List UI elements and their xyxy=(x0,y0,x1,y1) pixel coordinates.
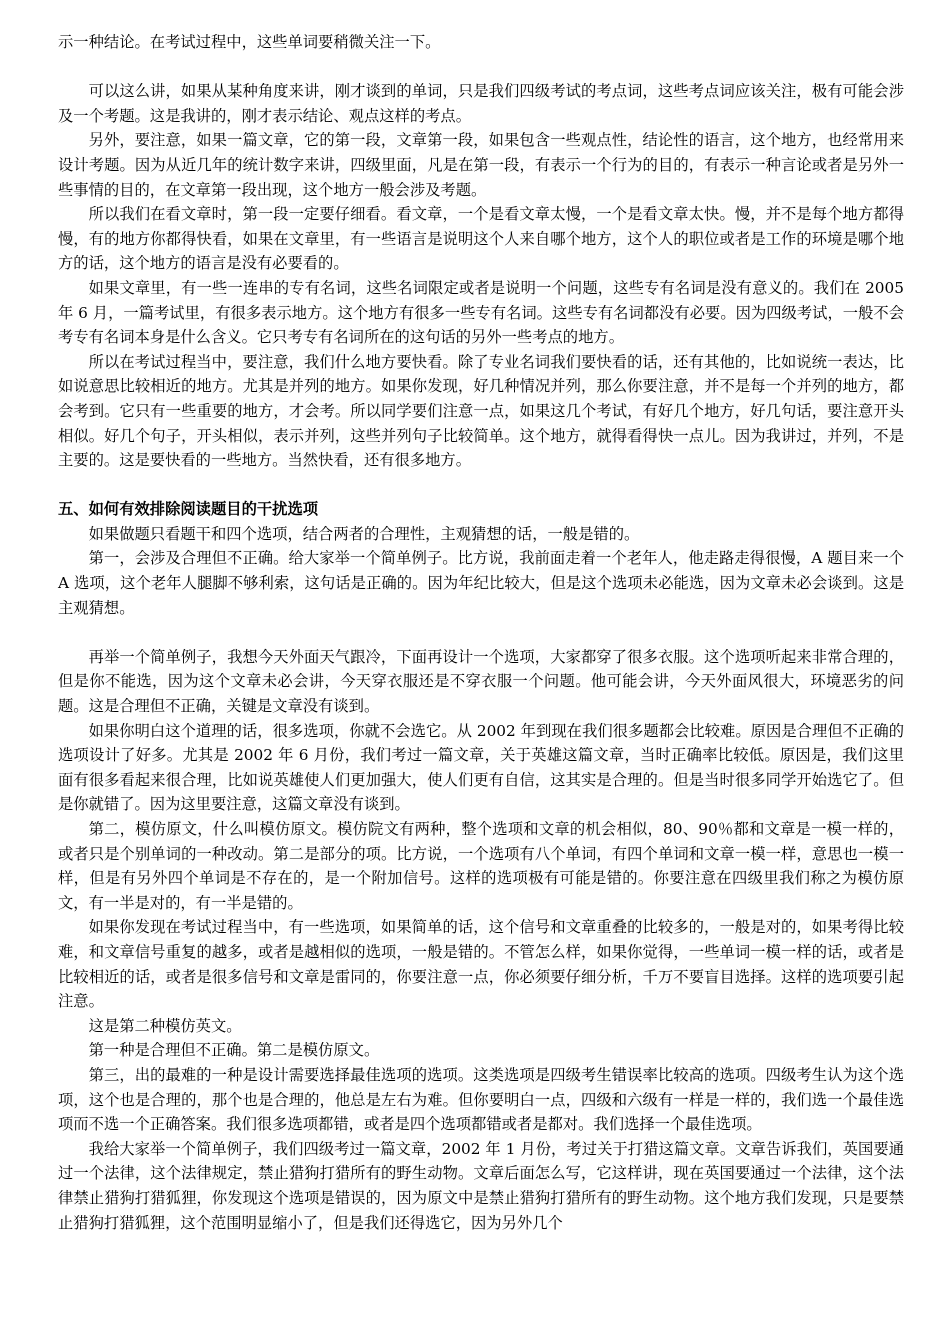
paragraph-11: 第二，模仿原文，什么叫模仿原文。模仿院文有两种，整个选项和文章的机会相似，80、90％都和文章是一模一样的，或者只是个别单词的一种改动。第二是部分的项。比方说，一个选项有八个单词，有四个单词和文章一模一样，意思也一模一样，但是有另外四个单词是不存在的，是一个附加信号。这样的选项极有可能是错的。你要注意在四级里我们称之为模仿原文，有一半是对的，有一半是错的。 xyxy=(58,820,904,912)
paragraph-6: 所以在考试过程当中，要注意，我们什么地方要快看。除了专业名词我们要快看的话，还有其他的，比如说统一表达，比如说意思比较相近的地方。尤其是并列的地方。如果你发现，好几种情况并列，那么你要注意，并不是每一个并列的地方，都会考到。它只有一些重要的地方，才会考。所以同学要们注意一点，如果这几个考试，有好几个地方，好几句话，要注意开头相似。好几个句子，开头相似，表示并列，这些并列句子比较简单。这个地方，就得看得快一点儿。因为我讲过，并列，不是主要的。这是要快看的一些地方。当然快看，还有很多地方。 xyxy=(58,352,904,470)
section-heading: 五、如何有效排除阅读题目的干扰选项 xyxy=(58,500,319,519)
paragraph-8: 第一，会涉及合理但不正确。给大家举一个简单例子。比方说，我前面走着一个老年人，他走路走得很慢，A 题目来一个 A 选项，这个老年人腿脚不够利索，这句话是正确的。因为年纪比较大，但是这个选项未必能选，因为文章未必会谈到。这是主观猜想。 xyxy=(58,549,904,617)
blank-line xyxy=(58,55,904,80)
paragraph-12: 如果你发现在考试过程当中，有一些选项，如果简单的话，这个信号和文章重叠的比较多的，一般是对的，如果考得比较难，和文章信号重复的越多，或者是越相似的选项，一般是错的。不管怎么样，如果你觉得，一些单词一模一样的话，或者是比较相近的话，或者是很多信号和文章是雷同的，你要注意一点，你必须要仔细分析，千万不要盲目选择。这样的选项要引起注意。 xyxy=(58,918,904,1011)
document-page xyxy=(58,30,904,1235)
blank-line xyxy=(58,620,904,645)
blank-line xyxy=(58,473,904,498)
paragraph-5: 如果文章里，有一些一连串的专有名词，这些名词限定或者是说明一个问题，这些专有名词是没有意义的。我们在 2005 年 6 月，一篇考试里，有很多表示地方。这个地方有很多一些专有名词。这些专有名词都没有必要。因为四级考试，一般不会考专有名词本身是什么含义。它只考专有名词所在的这句话的另外一些考点的地方。 xyxy=(58,278,904,347)
paragraph-10: 如果你明白这个道理的话，很多选项，你就不会选它。从 2002 年到现在我们很多题都会比较难。原因是合理但不正确的选项设计了好多。尤其是 2002 年 6 月份，我们考过一篇文章，关于英雄这篇文章，当时正确率比较低。原因是，我们这里面有很多看起来很合理，比如说英雄使人们更加强大，使人们更有自信，这其实是合理的。但是当时很多同学开始选它了。但是你就错了。因为这里要注意，这篇文章没有谈到。 xyxy=(58,721,904,814)
paragraph-14: 第一种是合理但不正确。第二是模仿原文。 xyxy=(88,1041,380,1060)
paragraph-13: 这是第二种模仿英文。 xyxy=(88,1016,242,1035)
paragraph-16: 我给大家举一个简单例子，我们四级考过一篇文章，2002 年 1 月份，考过关于打猎这篇文章。文章告诉我们，英国要通过一个法律，这个法律规定，禁止猎狗打猎所有的野生动物。文章后面怎么写，它这样讲，现在英国要通过一个法律，这个法律禁止猎狗打猎狐狸，你发现这个选项是错误的，因为原文中是禁止猎狗打猎所有的野生动物。这个地方我们发现，只是要禁止猎狗打猎狐狸，这个范围明显缩小了，但是我们还得选它，因为另外几个 xyxy=(58,1139,904,1232)
paragraph-2: 可以这么讲，如果从某种角度来讲，刚才谈到的单词，只是我们四级考试的考点词，这些考点词应该关注，极有可能会涉及一个考题。这是我讲的，刚才表示结论、观点这样的考点。 xyxy=(58,82,904,125)
paragraph-4: 所以我们在看文章时，第一段一定要仔细看。看文章，一个是看文章太慢，一个是看文章太快。慢，并不是每个地方都得慢，有的地方你都得快看，如果在文章里，有一些语言是说明这个人来自哪个地方，这个人的职位或者是工作的环境是哪个地方的话，这个地方的语言是没有必要看的。 xyxy=(58,205,904,273)
paragraph-15: 第三，出的最难的一种是设计需要选择最佳选项的选项。这类选项是四级考生错误率比较高的选项。四级考生认为这个选项，这个也是合理的，那个也是合理的，他总是左右为难。但你要明白一点，四级和六级有一样是一样的，我们选一个最佳选项而不选一个正确答案。我们很多选项都错，或者是四个选项都错或者是都对。我们选择一个最佳选项。 xyxy=(58,1065,904,1134)
paragraph-1: 示一种结论。在考试过程中，这些单词要稍微关注一下。 xyxy=(58,33,441,51)
paragraph-3: 另外，要注意，如果一篇文章，它的第一段，文章第一段，如果包含一些观点性，结论性的语言，这个地方，也经常用来设计考题。因为从近几年的统计数字来讲，四级里面，凡是在第一段，有表示一个行为的目的，有表示一种言论或者是另外一些事情的目的，在文章第一段出现，这个地方一般会涉及考题。 xyxy=(58,131,904,199)
paragraph-7: 如果做题只看题干和四个选项，结合两者的合理性，主观猜想的话，一般是错的。 xyxy=(88,524,640,543)
paragraph-9: 再举一个简单例子，我想今天外面天气跟冷，下面再设计一个选项，大家都穿了很多衣服。这个选项听起来非常合理的，但是你不能选，因为这个文章未必会讲，今天穿衣服还是不穿衣服一个问题。他可能会讲，今天外面风很大，环境恶劣的问题。这是合理但不正确，关键是文章没有谈到。 xyxy=(58,647,904,716)
